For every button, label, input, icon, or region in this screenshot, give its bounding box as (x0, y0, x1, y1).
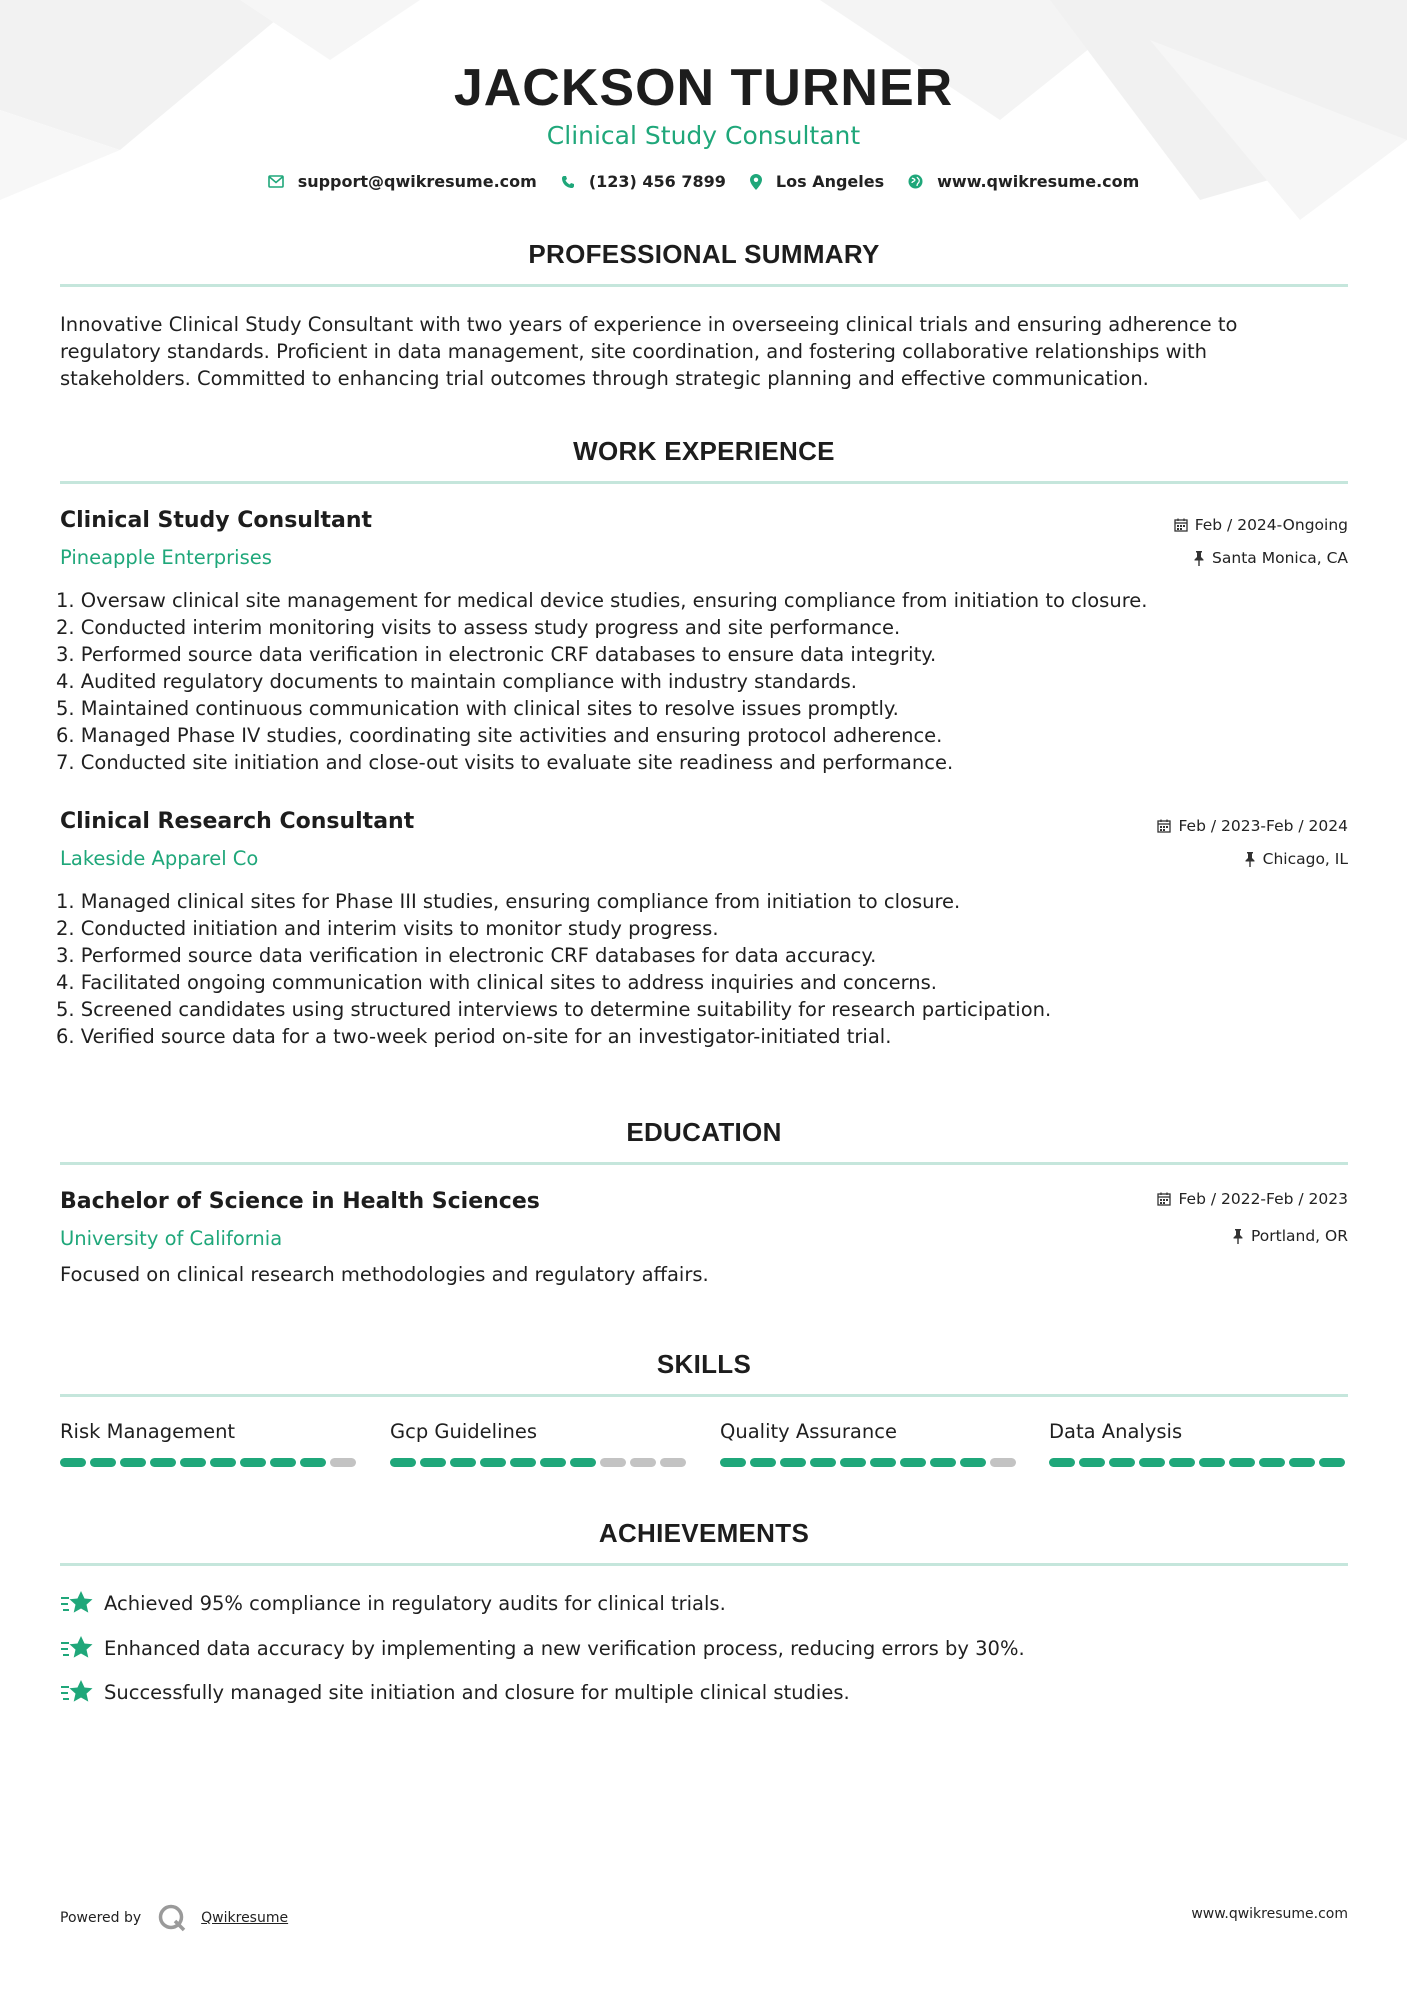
skill-rating-bar (60, 1458, 360, 1467)
summary-text (60, 311, 1350, 392)
education-divider (60, 1162, 1348, 1165)
achievement-item (60, 1634, 1350, 1662)
skill-segment-filled (1319, 1458, 1345, 1467)
summary-heading: PROFESSIONAL SUMMARY (528, 239, 880, 269)
job-bullets (56, 888, 1356, 1050)
job-bullet: 3. Performed source data verification in electronic CRF databases for data accuracy. (56, 944, 877, 967)
skill-segment-filled (930, 1458, 956, 1467)
skill-segment-filled (570, 1458, 596, 1467)
skill-segment-filled (780, 1458, 806, 1467)
skill-segment-filled (1049, 1458, 1075, 1467)
job-title: Clinical Research Consultant (60, 809, 415, 834)
skill-segment-filled (1109, 1458, 1135, 1467)
powered-by-label: Powered by (60, 1910, 142, 1926)
achievement-item (60, 1589, 1350, 1617)
contact-bar (0, 172, 1407, 191)
skill-segment-filled (510, 1458, 536, 1467)
skill-segment-filled (450, 1458, 476, 1467)
skill-segment-empty (630, 1458, 656, 1467)
skill-segment-filled (750, 1458, 776, 1467)
skill-segment-filled (1169, 1458, 1195, 1467)
job-bullets (56, 587, 1356, 776)
education-date-text: Feb / 2022-Feb / 2023 (1178, 1190, 1348, 1208)
skill-item (1049, 1420, 1349, 1467)
achievement-text: Achieved 95% compliance in regulatory audits for clinical trials. (104, 1591, 726, 1615)
skill-segment-filled (900, 1458, 926, 1467)
skill-segment-filled (1289, 1458, 1315, 1467)
summary-divider (60, 284, 1348, 287)
job-company: Pineapple Enterprises (60, 546, 272, 569)
candidate-name: JACKSON TURNER (453, 59, 954, 117)
skill-segment-filled (810, 1458, 836, 1467)
pushpin-icon (1193, 551, 1205, 566)
skill-segment-filled (1259, 1458, 1285, 1467)
school-name: University of California (60, 1227, 283, 1250)
star-icon (60, 1589, 94, 1617)
job-bullet: 1. Managed clinical sites for Phase III studies, ensuring compliance from initiation to closure. (56, 890, 961, 913)
achievements-heading: ACHIEVEMENTS (598, 1518, 810, 1548)
skill-segment-filled (1199, 1458, 1225, 1467)
skill-segment-filled (60, 1458, 86, 1467)
contact-phone-text: (123) 456 7899 (588, 172, 726, 191)
job-bullet: 7. Conducted site initiation and close-out visits to evaluate site readiness and performance. (56, 751, 954, 774)
skill-segment-empty (330, 1458, 356, 1467)
skill-segment-filled (390, 1458, 416, 1467)
skill-segment-empty (660, 1458, 686, 1467)
job-bullet: 2. Conducted interim monitoring visits to assess study progress and site performance. (56, 616, 901, 639)
degree-title: Bachelor of Science in Health Sciences (60, 1189, 540, 1214)
job-bullet: 1. Oversaw clinical site management for medical device studies, ensuring compliance from initiation to closure. (56, 589, 1148, 612)
job-bullet: 3. Performed source data verification in electronic CRF databases to ensure data integrity. (56, 643, 937, 666)
pushpin-icon (1232, 1229, 1244, 1244)
skill-segment-filled (840, 1458, 866, 1467)
education-date (1157, 1190, 1348, 1208)
globe-icon (908, 174, 923, 189)
skill-item (390, 1420, 690, 1467)
job-bullet: 4. Audited regulatory documents to maintain compliance with industry standards. (56, 670, 857, 693)
skill-segment-filled (1079, 1458, 1105, 1467)
job-bullet: 5. Maintained continuous communication with clinical sites to resolve issues promptly. (56, 697, 899, 720)
job-date (1157, 817, 1348, 835)
pushpin-icon (1244, 852, 1256, 867)
skill-item (60, 1420, 360, 1467)
skill-name: Data Analysis (1049, 1420, 1183, 1443)
experience-heading: WORK EXPERIENCE (573, 436, 835, 466)
skill-segment-filled (1229, 1458, 1255, 1467)
achievement-item (60, 1678, 1350, 1706)
achievement-text: Enhanced data accuracy by implementing a new verification process, reducing errors by 30%. (104, 1636, 1025, 1660)
job-title: Clinical Study Consultant (60, 508, 373, 533)
calendar-icon (1157, 1192, 1171, 1206)
skill-rating-bar (720, 1458, 1020, 1467)
job-date-text: Feb / 2023-Feb / 2024 (1178, 817, 1348, 835)
skill-segment-filled (300, 1458, 326, 1467)
skill-segment-filled (210, 1458, 236, 1467)
skill-name: Risk Management (60, 1420, 236, 1443)
phone-icon (561, 175, 575, 189)
education-description: Focused on clinical research methodologies and regulatory affairs. (60, 1263, 709, 1286)
contact-location (750, 172, 884, 191)
skill-rating-bar (390, 1458, 690, 1467)
summary-line: regulatory standards. Proficient in data management, site coordination, and fostering collaborative relationships with (60, 340, 1207, 363)
contact-location-text: Los Angeles (775, 172, 885, 191)
envelope-icon (268, 175, 284, 188)
skill-segment-filled (420, 1458, 446, 1467)
skills-heading: SKILLS (656, 1349, 752, 1379)
education-heading: EDUCATION (626, 1117, 782, 1147)
job-location-text: Chicago, IL (1262, 850, 1348, 868)
qwikresume-logo-icon (157, 1903, 187, 1933)
job-bullet: 5. Screened candidates using structured interviews to determine suitability for research participation. (56, 998, 1052, 1021)
skill-segment-filled (240, 1458, 266, 1467)
skill-rating-bar (1049, 1458, 1349, 1467)
calendar-icon (1157, 819, 1171, 833)
star-icon (60, 1678, 94, 1706)
skill-name: Quality Assurance (720, 1420, 897, 1443)
candidate-title: Clinical Study Consultant (546, 121, 861, 150)
map-pin-icon (750, 174, 762, 190)
skill-segment-filled (540, 1458, 566, 1467)
skill-segment-filled (870, 1458, 896, 1467)
skill-name: Gcp Guidelines (390, 1420, 538, 1443)
job-location (1193, 549, 1348, 567)
skills-divider (60, 1394, 1348, 1397)
job-company: Lakeside Apparel Co (60, 847, 259, 870)
qwikresume-link[interactable]: Qwikresume (201, 1910, 289, 1926)
achievement-text: Successfully managed site initiation and closure for multiple clinical studies. (104, 1680, 850, 1704)
summary-line: Innovative Clinical Study Consultant with two years of experience in overseeing clinical trials and ensuring adherence to (60, 313, 1238, 336)
skill-segment-filled (150, 1458, 176, 1467)
job-bullet: 6. Managed Phase IV studies, coordinating site activities and ensuring protocol adherence. (56, 724, 943, 747)
achievements-divider (60, 1563, 1348, 1566)
skill-segment-filled (960, 1458, 986, 1467)
skills-grid (60, 1420, 1350, 1480)
skill-segment-filled (1139, 1458, 1165, 1467)
contact-website-text: www.qwikresume.com (937, 172, 1140, 191)
job-location-text: Santa Monica, CA (1212, 549, 1348, 567)
contact-website[interactable] (908, 172, 1139, 191)
footer-powered-by (60, 1903, 288, 1933)
education-location (1232, 1227, 1348, 1245)
job-bullet: 2. Conducted initiation and interim visits to monitor study progress. (56, 917, 719, 940)
skill-item (720, 1420, 1020, 1467)
job-bullet: 4. Facilitated ongoing communication with clinical sites to address inquiries and concerns. (56, 971, 937, 994)
job-date (1174, 516, 1348, 534)
contact-email[interactable] (268, 172, 537, 191)
experience-divider (60, 481, 1348, 484)
contact-phone[interactable] (561, 172, 726, 191)
skill-segment-filled (720, 1458, 746, 1467)
contact-email-text: support@qwikresume.com (297, 172, 537, 191)
skill-segment-empty (990, 1458, 1016, 1467)
job-location (1244, 850, 1348, 868)
job-date-text: Feb / 2024-Ongoing (1194, 516, 1348, 534)
footer-website[interactable]: www.qwikresume.com (1191, 1906, 1348, 1922)
calendar-icon (1174, 518, 1188, 532)
education-location-text: Portland, OR (1250, 1227, 1348, 1245)
skill-segment-filled (120, 1458, 146, 1467)
job-bullet: 6. Verified source data for a two-week period on-site for an investigator-initiated trial. (56, 1025, 892, 1048)
skill-segment-filled (180, 1458, 206, 1467)
skill-segment-filled (90, 1458, 116, 1467)
summary-line: stakeholders. Committed to enhancing trial outcomes through strategic planning and effective communication. (60, 367, 1149, 390)
skill-segment-filled (480, 1458, 506, 1467)
skill-segment-filled (270, 1458, 296, 1467)
star-icon (60, 1634, 94, 1662)
skill-segment-empty (600, 1458, 626, 1467)
